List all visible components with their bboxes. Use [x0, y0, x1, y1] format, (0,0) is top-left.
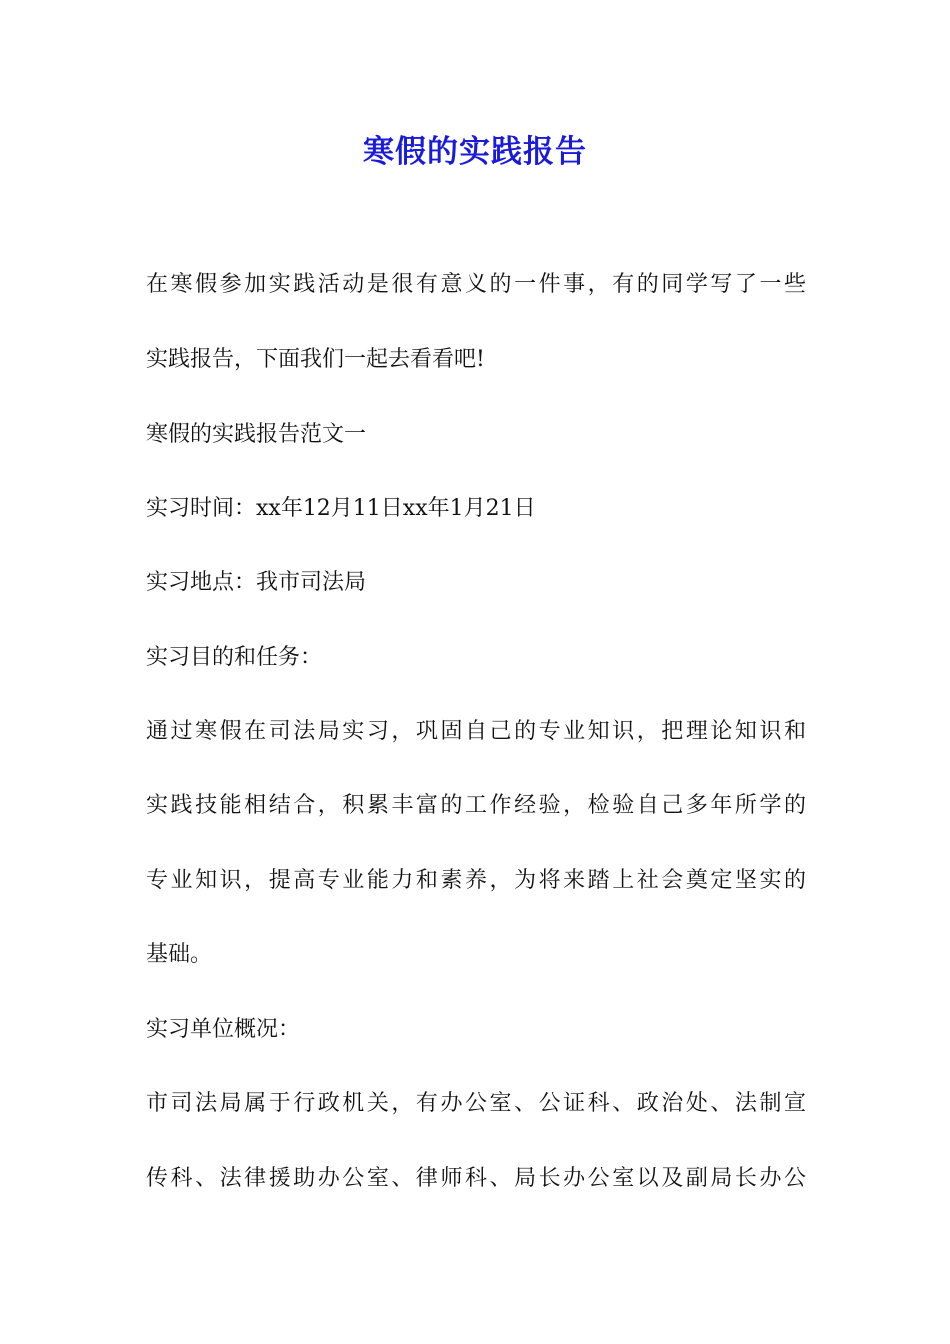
section-heading: 实习目的和任务：: [146, 645, 323, 670]
section-heading: 实习单位概况：: [146, 1017, 301, 1042]
paragraph-line: 在寒假参加实践活动是很有意义的一件事，有的同学写了一些: [146, 272, 806, 297]
internship-time: 实习时间：xx年12月11日xx年1月21日: [146, 496, 536, 521]
paragraph-line: 实践报告，下面我们一起去看看吧!: [146, 347, 485, 372]
paragraph-line: 实践技能相结合，积累丰富的工作经验，检验自己多年所学的: [146, 793, 806, 818]
document-title: 寒假的实践报告: [363, 134, 587, 170]
paragraph-line: 专业知识，提高专业能力和素养，为将来踏上社会奠定坚实的: [146, 868, 806, 893]
section-heading: 寒假的实践报告范文一: [146, 422, 367, 447]
paragraph-line: 基础。: [146, 942, 213, 967]
paragraph-line: 通过寒假在司法局实习，巩固自己的专业知识，把理论知识和: [146, 719, 806, 744]
paragraph-line: 传科、法律援助办公室、律师科、局长办公室以及副局长办公: [146, 1166, 806, 1191]
paragraph-line: 市司法局属于行政机关，有办公室、公证科、政治处、法制宣: [146, 1091, 806, 1116]
internship-location: 实习地点：我市司法局: [146, 570, 367, 595]
